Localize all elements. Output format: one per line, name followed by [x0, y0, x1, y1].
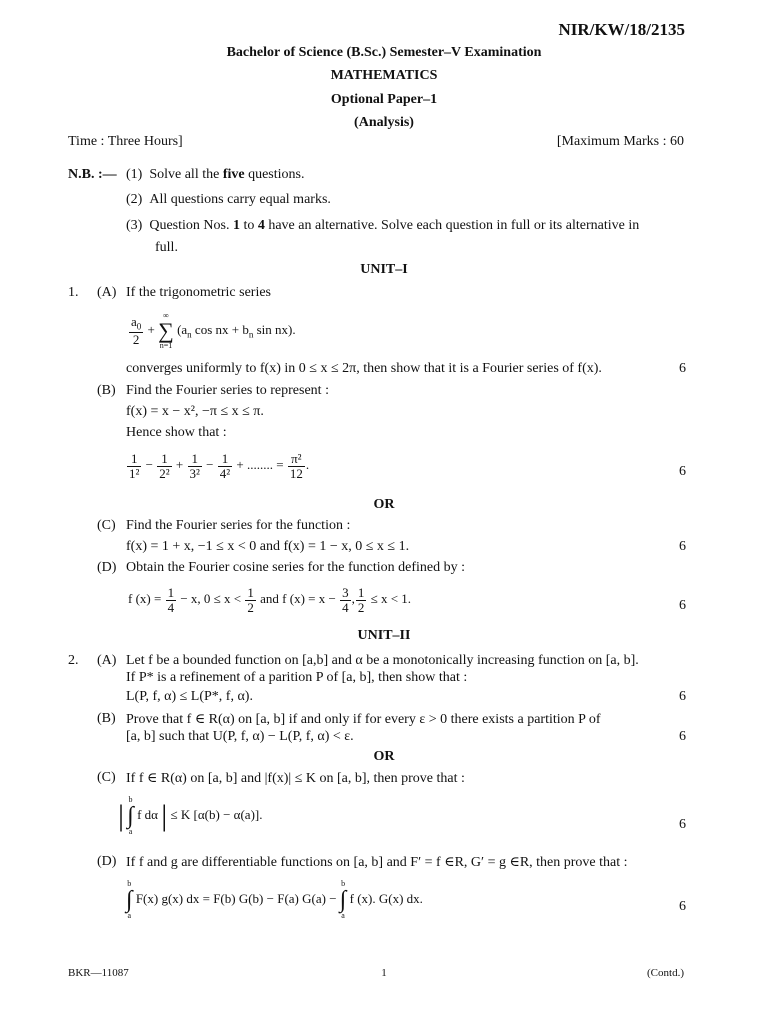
paper-code: NIR/KW/18/2135	[558, 20, 685, 39]
q2d-line-1: If f and g are differentiable functions on [a, b] and F′ = f ∈R, G′ = g ∈R, then prove that :	[126, 855, 628, 870]
basel-series-formula: $\frac{1}{\text{1²}}$ − $\frac{1}{\text{2²}}$ + $\frac{1}{\text{3²}}$ − $\frac{1}{\text{4²}}$ + ........ = $\frac{\text{π²}}{12}$ .	[129, 451, 310, 481]
integral-lower: a	[128, 827, 133, 836]
exam-title: Bachelor of Science (B.Sc.) Semester–V Examination	[226, 45, 542, 60]
denominator: 2	[132, 332, 140, 348]
integral-icon: ∫	[126, 887, 133, 913]
part-label: (A)	[97, 653, 117, 668]
nb-label: N.B. :—	[68, 167, 117, 182]
part-label: (C)	[97, 518, 116, 533]
integral-inequality-formula	[118, 796, 262, 836]
term: and f (x) = x −	[256, 591, 336, 607]
integral-icon: ∫	[127, 803, 134, 829]
integral-upper: b	[341, 879, 346, 888]
marks: 6	[679, 361, 686, 376]
marks: 6	[679, 539, 686, 554]
marks: 6	[679, 598, 686, 613]
trig-series-formula	[128, 312, 296, 350]
part-label: (D)	[97, 854, 117, 869]
note-text: have an alternative. Solve each question in full or its alternative in	[264, 218, 640, 233]
subject-title: MATHEMATICS	[330, 68, 438, 83]
integral-upper: b	[128, 795, 133, 804]
marks: 6	[679, 464, 686, 479]
numerator: 1	[218, 452, 232, 467]
q2a-line-2: If P* is a refinement of a parition P of [a, b], then show that :	[126, 670, 468, 685]
part-label: (A)	[97, 285, 117, 300]
denominator: 4²	[219, 465, 231, 481]
abs-bar-right-icon: |	[161, 799, 168, 832]
marks: 6	[679, 689, 686, 704]
numerator: 1	[247, 585, 254, 600]
q2b-line-1: Prove that f ∈ R(α) on [a, b] if and only if for every ε > 0 there exists a partition P of	[126, 712, 601, 727]
sigma-icon: ∑	[158, 318, 174, 343]
numerator: 1	[127, 452, 141, 467]
footer-code: BKR—11087	[68, 967, 129, 979]
note-bold: 4	[257, 218, 265, 233]
numerator: 1	[188, 452, 202, 467]
term: F(x) g(x) dx = F(b) G(b) − F(a) G(a) −	[135, 890, 337, 906]
subscript: n	[248, 329, 254, 340]
q2a-line-3: L(P, f, α) ≤ L(P*, f, α).	[126, 689, 253, 704]
note-text: to	[239, 218, 258, 233]
q1b-line-1: Find the Fourier series to represent :	[126, 383, 329, 398]
q1a-statement: converges uniformly to f(x) in 0 ≤ x ≤ 2π, then show that it is a Fourier series of f(x).	[126, 361, 602, 376]
note-3-cont: full.	[155, 240, 178, 255]
integral-upper: b	[127, 879, 132, 888]
abs-bar-left-icon: |	[118, 799, 125, 832]
paper-title: Optional Paper–1	[330, 92, 438, 107]
note-text: questions.	[244, 167, 305, 182]
q2c-line-1: If f ∈ R(α) on [a, b] and |f(x)| ≤ K on [a, b], then prove that :	[126, 771, 465, 786]
q1b-line-2: f(x) = x − x², −π ≤ x ≤ π.	[126, 404, 264, 419]
term: − x, 0 ≤ x <	[180, 591, 242, 607]
unit-2-title: UNIT–II	[357, 628, 411, 643]
marks: 6	[679, 899, 686, 914]
note-number: (1)	[126, 167, 143, 182]
question-number: 1.	[68, 285, 79, 300]
numerator: π²	[288, 452, 305, 467]
note-3	[126, 218, 639, 234]
numerator: 1	[167, 585, 175, 600]
series-tail: + ........ =	[236, 457, 284, 473]
note-1	[126, 167, 304, 183]
denominator: 3²	[189, 465, 200, 481]
page-number: 1	[381, 967, 387, 979]
numerator: 1	[357, 585, 365, 600]
denominator: 2	[357, 599, 365, 615]
denominator: 1²	[129, 465, 140, 481]
term: .	[419, 890, 423, 906]
q1d-line-1: Obtain the Fourier cosine series for the function defined by :	[126, 560, 466, 575]
part-label: (B)	[97, 383, 116, 398]
term: f (x) =	[128, 591, 162, 607]
q1b-line-3: Hence show that :	[126, 425, 227, 440]
marks: 6	[679, 817, 686, 832]
note-bold: 1	[232, 218, 240, 233]
subscript: 0	[136, 321, 142, 332]
term: ,	[351, 591, 355, 607]
topic-title: (Analysis)	[354, 115, 414, 130]
denominator: 12	[289, 465, 303, 481]
or-divider: OR	[373, 497, 395, 512]
q1c-line-1: Find the Fourier series for the function :	[126, 518, 351, 533]
term: .	[292, 321, 296, 337]
numerator: 3	[342, 585, 349, 600]
question-number: 2.	[68, 653, 79, 668]
integral-lower: a	[127, 911, 132, 920]
q2b-line-2: [a, b] such that U(P, f, α) − L(P, f, α) < ε.	[126, 729, 354, 744]
note-2	[126, 192, 331, 208]
inequality-rhs: ≤ K [α(b) − α(a)]	[170, 806, 260, 822]
term: f (x). G(x) dx	[349, 890, 420, 906]
sigma-lower: n=1	[159, 341, 173, 350]
continued-label: (Contd.)	[647, 967, 684, 979]
integral-lower: a	[341, 911, 345, 920]
note-text: Solve all the	[149, 167, 223, 182]
note-number: (2)	[126, 192, 143, 207]
integrand: f dα	[137, 806, 158, 822]
q1c-line-2: f(x) = 1 + x, −1 ≤ x < 0 and f(x) = 1 − x, 0 ≤ x ≤ 1.	[126, 539, 410, 554]
denominator: 2	[247, 599, 254, 615]
a0: a	[131, 314, 137, 330]
denominator: 4	[167, 599, 175, 615]
note-text: All questions carry equal marks.	[149, 192, 331, 207]
part-label: (C)	[97, 770, 116, 785]
piecewise-function-formula	[128, 586, 411, 614]
term: ≤ x < 1	[370, 591, 408, 607]
subscript: n	[187, 329, 192, 340]
note-number: (3)	[126, 218, 143, 233]
denominator: 4	[342, 599, 349, 615]
term: cos nx + b	[191, 321, 249, 337]
marks: 6	[679, 729, 686, 744]
or-divider: OR	[373, 749, 395, 764]
denominator: 2²	[159, 465, 170, 481]
note-text: Question Nos.	[149, 218, 233, 233]
part-label: (B)	[97, 711, 116, 726]
sigma-upper: ∞	[163, 311, 169, 320]
term: .	[407, 591, 412, 607]
q2a-line-1: Let f be a bounded function on [a,b] and α be a monotonically increasing function on [a, b].	[126, 653, 639, 668]
part-label: (D)	[97, 560, 117, 575]
term: sin nx)	[253, 321, 293, 337]
time-label: Time : Three Hours]	[68, 134, 183, 149]
numerator: 1	[157, 452, 171, 467]
term: (a	[177, 321, 188, 337]
plus-sign: +	[147, 321, 155, 337]
q1a-intro: If the trigonometric series	[126, 285, 272, 300]
unit-1-title: UNIT–I	[360, 262, 408, 277]
note-bold: five	[222, 167, 245, 182]
max-marks-label: [Maximum Marks : 60	[556, 134, 684, 149]
integration-by-parts-formula	[126, 880, 423, 920]
integral-icon: ∫	[339, 887, 347, 913]
term: .	[259, 806, 263, 822]
